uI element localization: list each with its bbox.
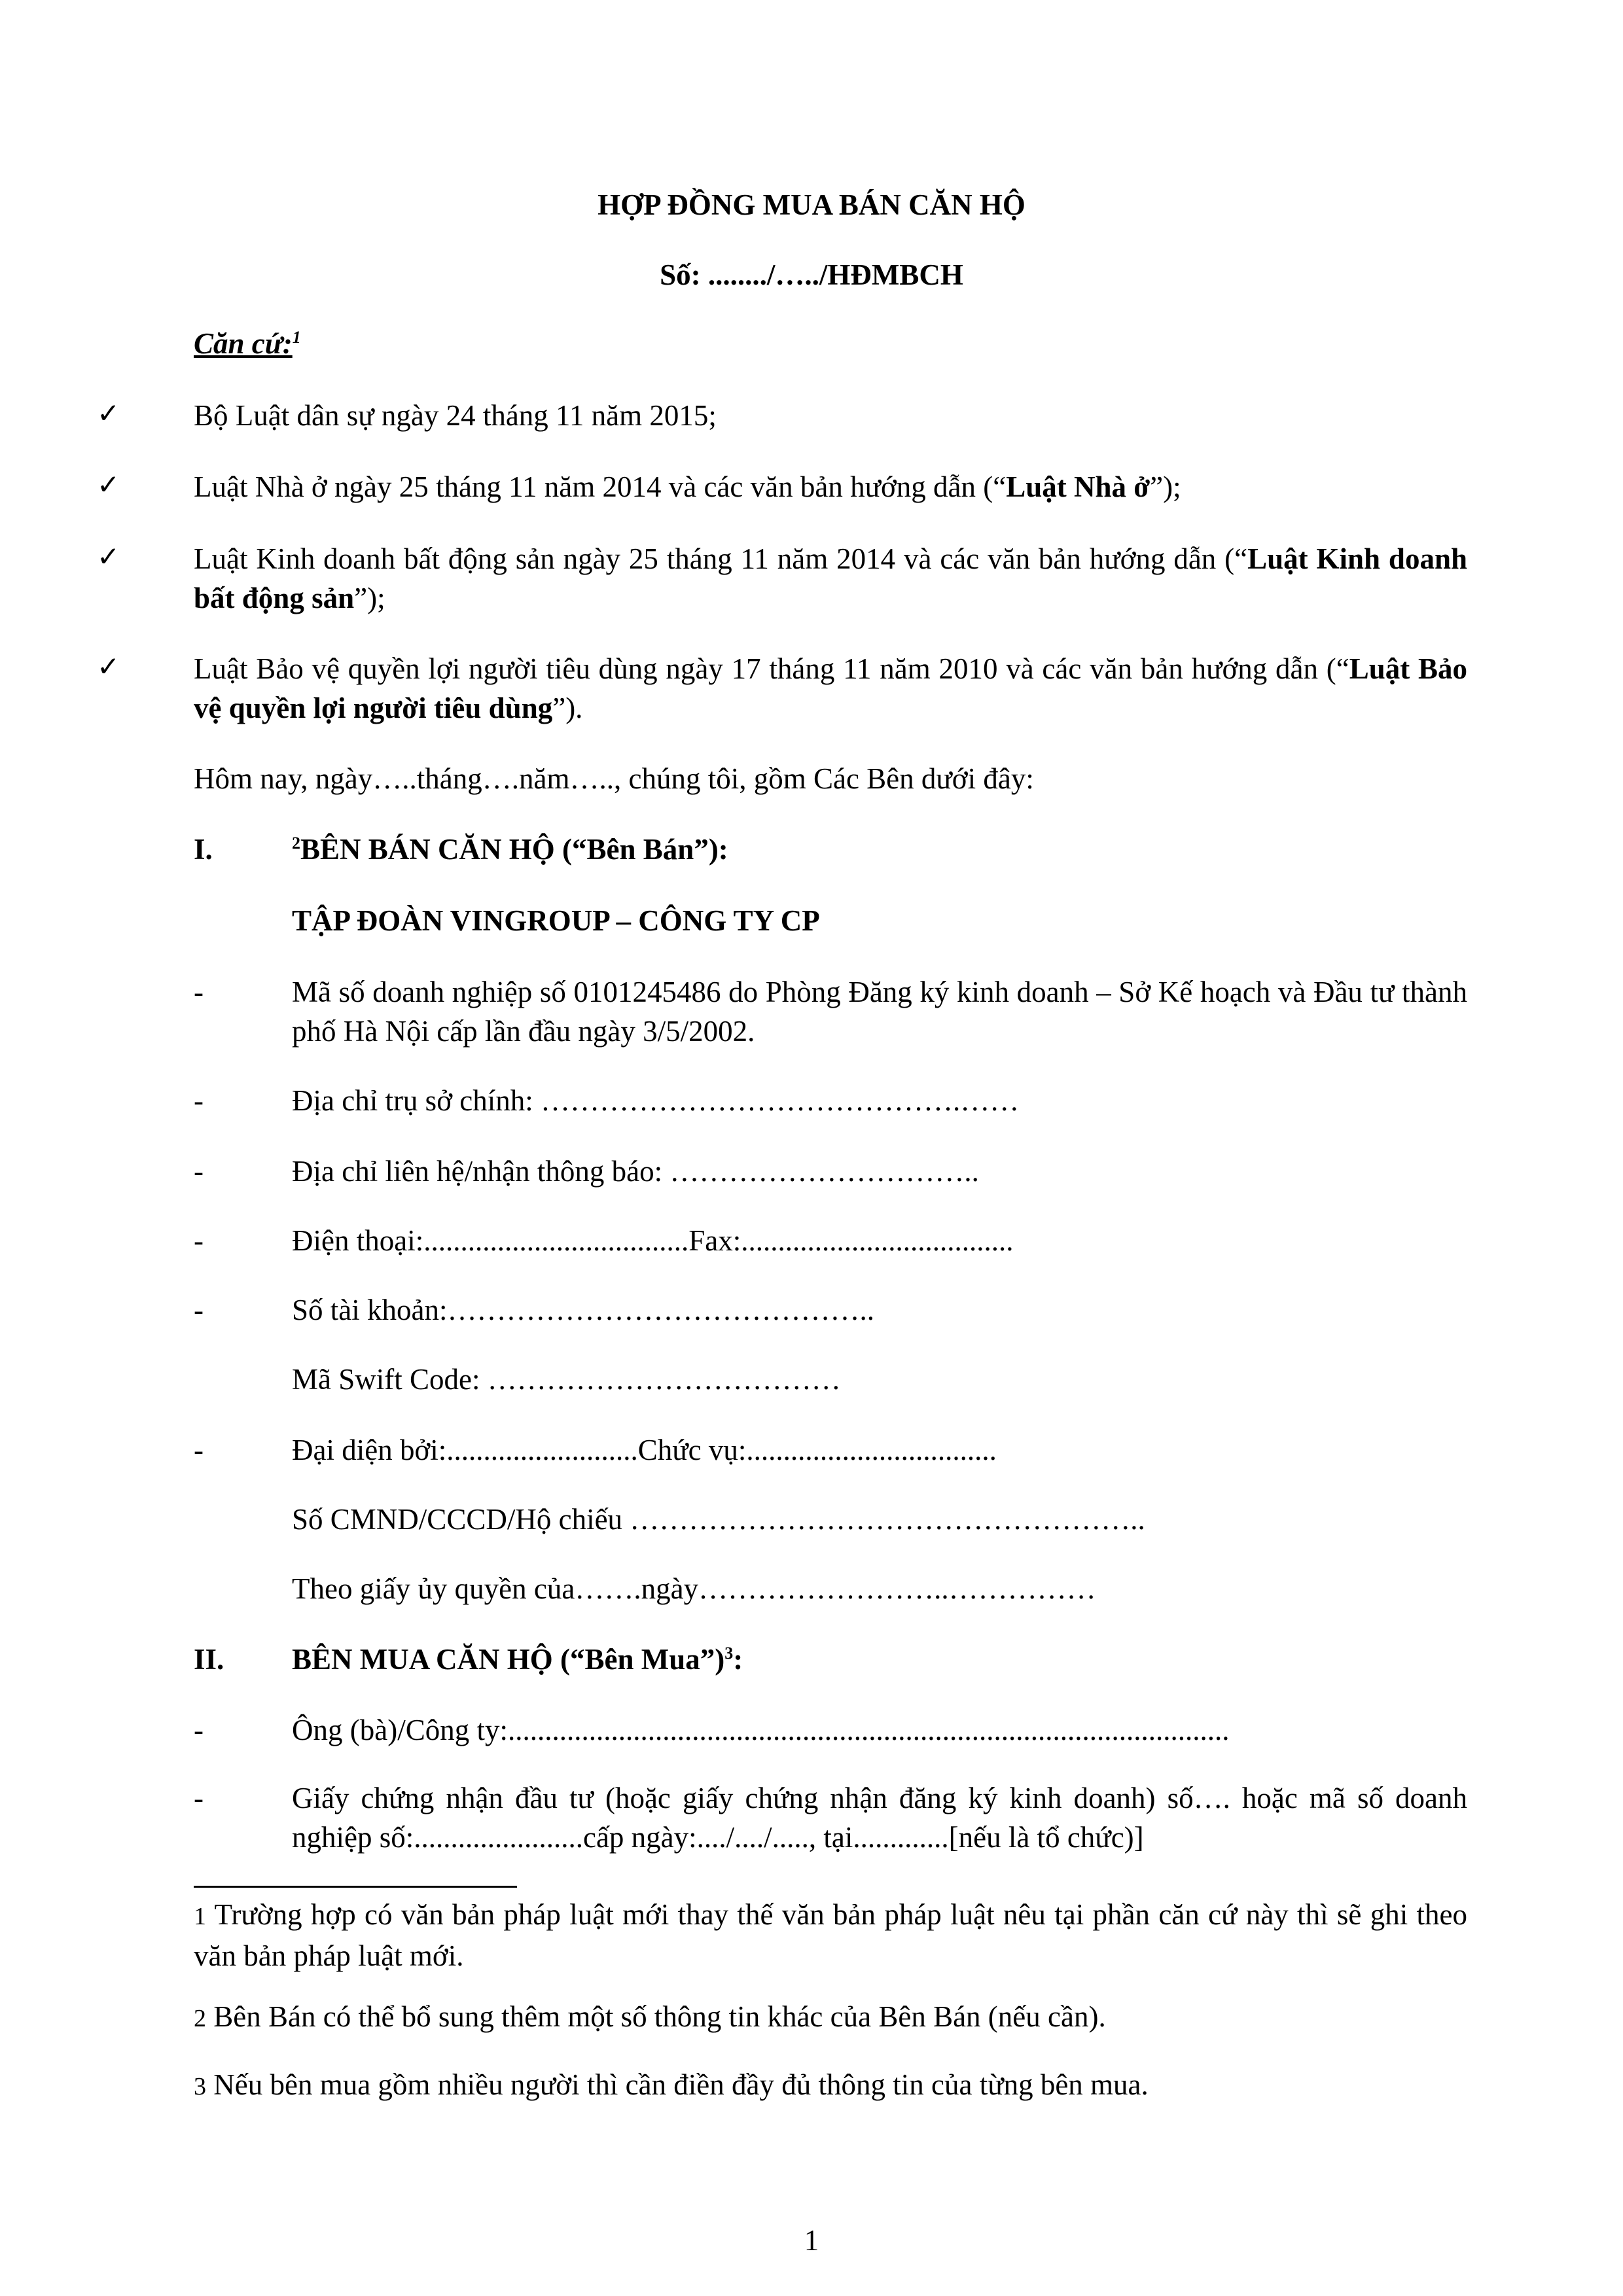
buyer-investment-certificate: Giấy chứng nhận đầu tư (hoặc giấy chứng nhận đăng ký kinh doanh) số…. hoặc mã số doanh nghiệp số:.......................cấp ngày:..../..../....., tại.............[nếu là tổ chức)] [292, 1782, 1467, 1854]
document-title: HỢP ĐỒNG MUA BÁN CĂN HỘ [597, 188, 1026, 221]
legal-basis-2: Luật Nhà ở ngày 25 tháng 11 năm 2014 và các văn bản hướng dẫn (“Luật Nhà ở”); [194, 470, 1181, 503]
intro-text: Hôm nay, ngày…..tháng….năm….., chúng tôi, gồm Các Bên dưới đây: [194, 762, 1034, 795]
dash-marker: - [194, 1294, 204, 1326]
basis-label: Căn cứ: [194, 327, 293, 360]
seller-swift: Mã Swift Code: ……………………………… [292, 1363, 841, 1396]
checkmark-icon: ✓ [97, 652, 120, 682]
seller-company: TẬP ĐOÀN VINGROUP – CÔNG TY CP [292, 904, 820, 937]
dash-marker: - [194, 1714, 204, 1746]
footnote-3: 3 Nếu bên mua gồm nhiều người thì cần điền đầy đủ thông tin của từng bên mua. [194, 2068, 1149, 2101]
dash-marker: - [194, 1224, 204, 1257]
page-number: 1 [804, 2224, 819, 2257]
buyer-name: Ông (bà)/Công ty:.................................................................................................. [292, 1714, 1230, 1746]
section-number-buyer: II. [194, 1643, 224, 1676]
footnote-1: 1 Trường hợp có văn bản pháp luật mới thay thế văn bản pháp luật nêu tại phần căn cứ này thì sẽ ghi theo văn bản pháp luật mới. [194, 1898, 1467, 1972]
footnote-ref-2: 2 [292, 834, 300, 853]
seller-head-office: Địa chỉ trụ sở chính: …………………………………….…… [292, 1084, 1020, 1117]
dash-marker: - [194, 1782, 204, 1814]
dash-marker: - [194, 1434, 204, 1466]
footnote-ref-3: 3 [724, 1644, 734, 1663]
dash-marker: - [194, 976, 204, 1008]
dash-marker: - [194, 1084, 204, 1117]
seller-id-number: Số CMND/CCCD/Hộ chiếu …………………………………………….. [292, 1503, 1145, 1536]
dash-marker: - [194, 1155, 204, 1188]
legal-basis-1: Bộ Luật dân sự ngày 24 tháng 11 năm 2015; [194, 399, 717, 432]
legal-basis-4: Luật Bảo vệ quyền lợi người tiêu dùng ngày 17 tháng 11 năm 2010 và các văn bản hướng dẫn (“Luật Bảo vệ quyền lợi người tiêu dùng”). [194, 652, 1468, 724]
checkmark-icon: ✓ [97, 542, 120, 573]
footnote-2: 2 Bên Bán có thể bổ sung thêm một số thông tin khác của Bên Bán (nếu cần). [194, 2000, 1106, 2033]
footnote-separator [194, 1886, 517, 1888]
seller-phone-fax: Điện thoại:....................................Fax:..................................... [292, 1224, 1014, 1257]
checkmark-icon: ✓ [97, 470, 120, 501]
seller-heading: $^2$BÊN BÁN CĂN HỘ (“Bên Bán”): [292, 833, 728, 866]
seller-representative: Đại diện bởi:..........................Chức vụ:.................................. [292, 1434, 997, 1466]
checkmark-icon: ✓ [97, 399, 120, 429]
seller-account: Số tài khoản:…………………………………….. [292, 1294, 874, 1326]
buyer-heading: BÊN MUA CĂN HỘ (“Bên Mua”)$^3$: [292, 1643, 743, 1676]
seller-registration: Mã số doanh nghiệp số 0101245486 do Phòng Đăng ký kinh doanh – Sở Kế hoạch và Đầu tư thành phố Hà Nội cấp lần đầu ngày 3/5/2002. [292, 976, 1467, 1048]
section-number-seller: I. [194, 833, 213, 866]
contract-number: Số: ......../…../HĐMBCH [660, 258, 963, 291]
seller-contact-address: Địa chỉ liên hệ/nhận thông báo: ………………………….. [292, 1155, 979, 1188]
footnote-ref-1: 1 [292, 328, 301, 347]
basis-heading [194, 324, 301, 363]
seller-authorization: Theo giấy ủy quyền của…….ngày……………………..…………… [292, 1572, 1096, 1605]
legal-basis-3: Luật Kinh doanh bất động sản ngày 25 tháng 11 năm 2014 và các văn bản hướng dẫn (“Luật Kinh doanh bất động sản”); [194, 542, 1467, 614]
